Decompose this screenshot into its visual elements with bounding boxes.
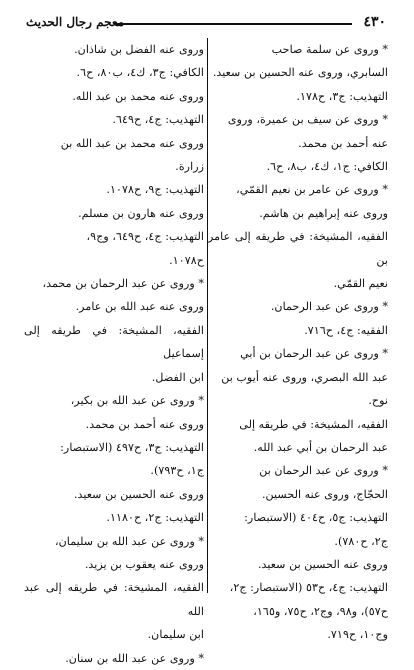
right-column [204, 38, 388, 647]
text-line: * وروى عن عبد الله بن بكير، [70, 394, 204, 408]
text-line: * وروى عن سلمة صاحب [271, 43, 388, 56]
text-line: وروى عنه هارون بن مسلم. [78, 206, 204, 220]
text-line: الكافي: ج٣، ك٤، ب٨٠، ح٦. [76, 66, 204, 80]
text-line: الفقيه، المشيخة: في طريقه إلى [239, 417, 388, 431]
page-header [26, 14, 386, 32]
text-line: عبد الله البصري، وروى عنه أيوب بن [221, 370, 388, 384]
text-line: التهذيب: ج٢، ح١١٨٠. [106, 511, 204, 525]
text-line: نعيم القمّي. [333, 277, 388, 291]
text-line: وروى عنه الحسين بن سعيد. [257, 557, 388, 571]
text-line: وروى عنه الحسين بن سعيد. [73, 487, 204, 501]
text-line: التهذيب: ج٣، ح١٧٨. [296, 89, 388, 103]
text-line: ج٢، ح٧٨٠). [334, 534, 388, 548]
text-line: وروى عنه محمد بن عبد الله. [72, 89, 204, 103]
header-rule [114, 23, 352, 25]
text-line: وروى عنه عبد الله بن عامر. [75, 300, 204, 314]
text-line: وروى عنه أحمد بن محمد. [85, 417, 204, 431]
text-line: * وروى عن عبد الله بن سليمان، [54, 534, 204, 548]
text-line: * وروى عن عامر بن نعيم القمّي، [236, 183, 388, 197]
text-line: التهذيب: ج٩، ح١٠٧٨. [106, 183, 204, 197]
text-line: التهذيب: ج٤، ح٥٣ (الاستبصار: ج٢، [229, 581, 388, 595]
text-line: الفقيه، المشيخة: في طريقه إلى عبد الله [20, 581, 204, 618]
text-line: * وروى عن عبد الرحمان بن [259, 464, 388, 478]
text-line: الكافي: ج١، ك٤، ب٨، ح٦. [266, 160, 388, 174]
text-line: وروى عنه محمد بن عبد الله بن [60, 136, 204, 150]
text-line: ح١٠٧٨. [169, 253, 204, 267]
text-line: وج١٠، ح٧١٩. [327, 628, 388, 642]
text-line: زرارة. [175, 160, 204, 174]
text-line: ح٥٧)، و٩٨، وج٢، ح٧٥، و١٦٥، [253, 604, 388, 618]
text-line: * وروى عن عبد الله بن سنان. [65, 651, 204, 665]
page-number: ٤٣٠ [363, 14, 386, 30]
text-line: الحجّاج، وروى عنه الحسين. [261, 487, 388, 501]
text-line: * وروى عن عبد الرحمان. [270, 300, 388, 314]
text-line: التهذيب: ج٤، ح٦٤٩، وج٩، [86, 230, 204, 244]
column-divider [207, 38, 208, 593]
left-column [20, 38, 204, 670]
text-line: * وروى عن عبد الرحمان بن محمد، [42, 277, 204, 291]
text-line: * وروى عن عبد الرحمان بن أبي [240, 347, 388, 361]
text-line: الفقيه، المشيخة: في طريقه إلى عامر بن [204, 230, 388, 267]
text-line: وروى عنه الفضل بن شاذان. [74, 43, 204, 56]
text-line: وروى عنه يعقوب بن يزيد. [84, 557, 204, 571]
text-line: التهذيب: ج٤، ح٦٤٩. [112, 113, 204, 127]
book-title: معجم رجال الحديث [26, 15, 125, 29]
text-line: عبد الرحمان بن أبي عبد الله. [253, 440, 388, 454]
text-line: الفقيه، المشيخة: في طريقه إلى إسماعيل [20, 323, 204, 361]
text-line: * وروى عن سيف بن عميرة، وروى [227, 113, 388, 127]
text-line: ابن سليمان. [147, 628, 204, 642]
text-line: السابري، وروى عنه الحسين بن سعيد. [212, 66, 388, 80]
text-line: عنه أحمد بن محمد. [298, 136, 388, 150]
text-line: نوح. [368, 394, 388, 408]
text-line: الفقيه: ج٤، ح٧١٦. [304, 323, 388, 337]
text-line: ج١، ح٧٩٣). [150, 464, 204, 478]
text-line: التهذيب: ج٣، ح٤٩٧ (الاستبصار: [60, 440, 204, 454]
text-line: التهذيب: ج٥، ح٤٠٤ (الاستبصار: [244, 511, 388, 525]
text-line: ابن الفضل. [151, 370, 204, 384]
text-line: وروى عنه إبراهيم بن هاشم. [259, 206, 388, 220]
